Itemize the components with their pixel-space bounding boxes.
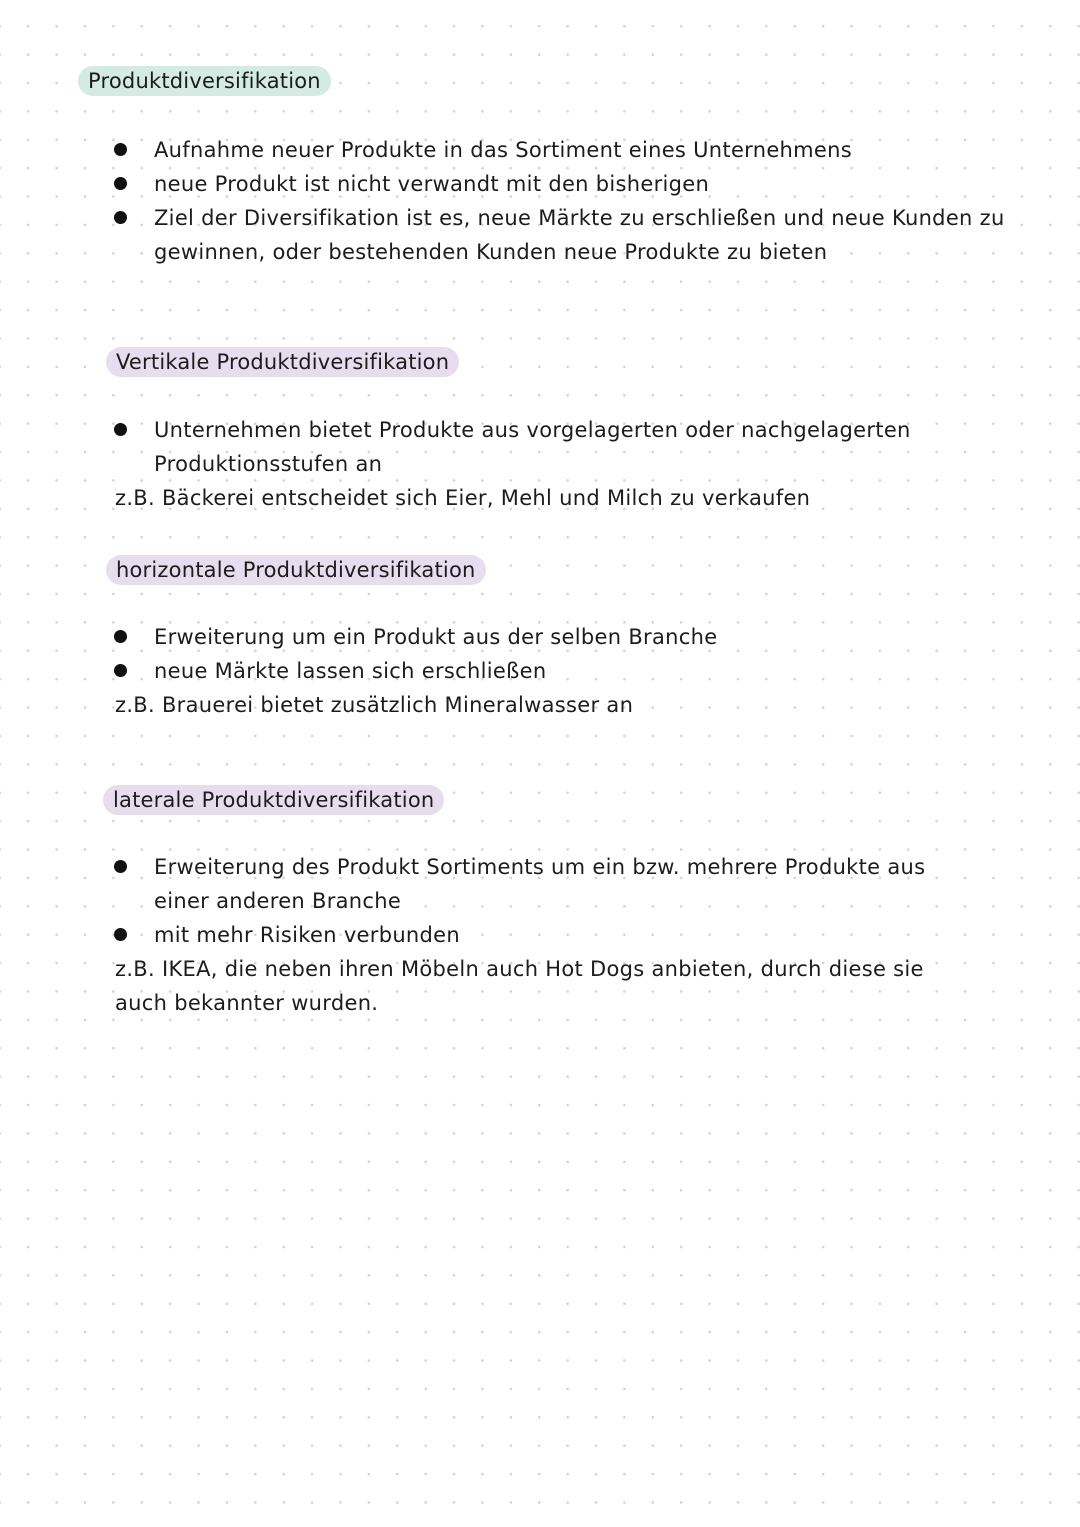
list-item: neue Produkt ist nicht verwandt mit den bisherigen [112, 167, 1042, 201]
bullet-list-produktdiversifikation [112, 133, 1042, 269]
bullet-list-vertikale [112, 413, 942, 481]
example-laterale: z.B. IKEA, die neben ihren Möbeln auch Hot Dogs anbieten, durch diese sie auch bekannter wurden. [115, 957, 924, 1015]
bullet-list-horizontale [112, 620, 992, 688]
heading-produktdiversifikation: Produktdiversifikation [78, 66, 331, 96]
heading-vertikale-produktdiversifikation: Vertikale Produktdiversifikation [106, 347, 459, 377]
example-horizontale: z.B. Brauerei bietet zusätzlich Mineralwasser an [115, 693, 634, 717]
bullet-list-laterale [112, 850, 952, 952]
list-item: Ziel der Diversifikation ist es, neue Märkte zu erschließen und neue Kunden zu gewinnen, oder bestehenden Kunden neue Produkte zu bieten [112, 201, 1042, 269]
bullet-dot-icon [114, 177, 127, 190]
bullet-dot-icon [114, 860, 127, 873]
bullet-dot-icon [114, 664, 127, 677]
list-item: Erweiterung um ein Produkt aus der selben Branche [112, 620, 992, 654]
bullet-dot-icon [114, 630, 127, 643]
bullet-dot-icon [114, 143, 127, 156]
heading-horizontale-produktdiversifikation: horizontale Produktdiversifikation [106, 555, 486, 585]
list-item: mit mehr Risiken verbunden [112, 918, 952, 952]
bullet-dot-icon [114, 928, 127, 941]
list-item: Aufnahme neuer Produkte in das Sortiment eines Unternehmens [112, 133, 1042, 167]
bullet-dot-icon [114, 211, 127, 224]
heading-laterale-produktdiversifikation: laterale Produktdiversifikation [103, 785, 444, 815]
bullet-dot-icon [114, 423, 127, 436]
list-item: Unternehmen bietet Produkte aus vorgelagerten oder nachgelagerten Produktionsstufen an [112, 413, 942, 481]
example-vertikale: z.B. Bäckerei entscheidet sich Eier, Mehl und Milch zu verkaufen [115, 486, 811, 510]
list-item: Erweiterung des Produkt Sortiments um ein bzw. mehrere Produkte aus einer anderen Branche [112, 850, 952, 918]
list-item: neue Märkte lassen sich erschließen [112, 654, 992, 688]
